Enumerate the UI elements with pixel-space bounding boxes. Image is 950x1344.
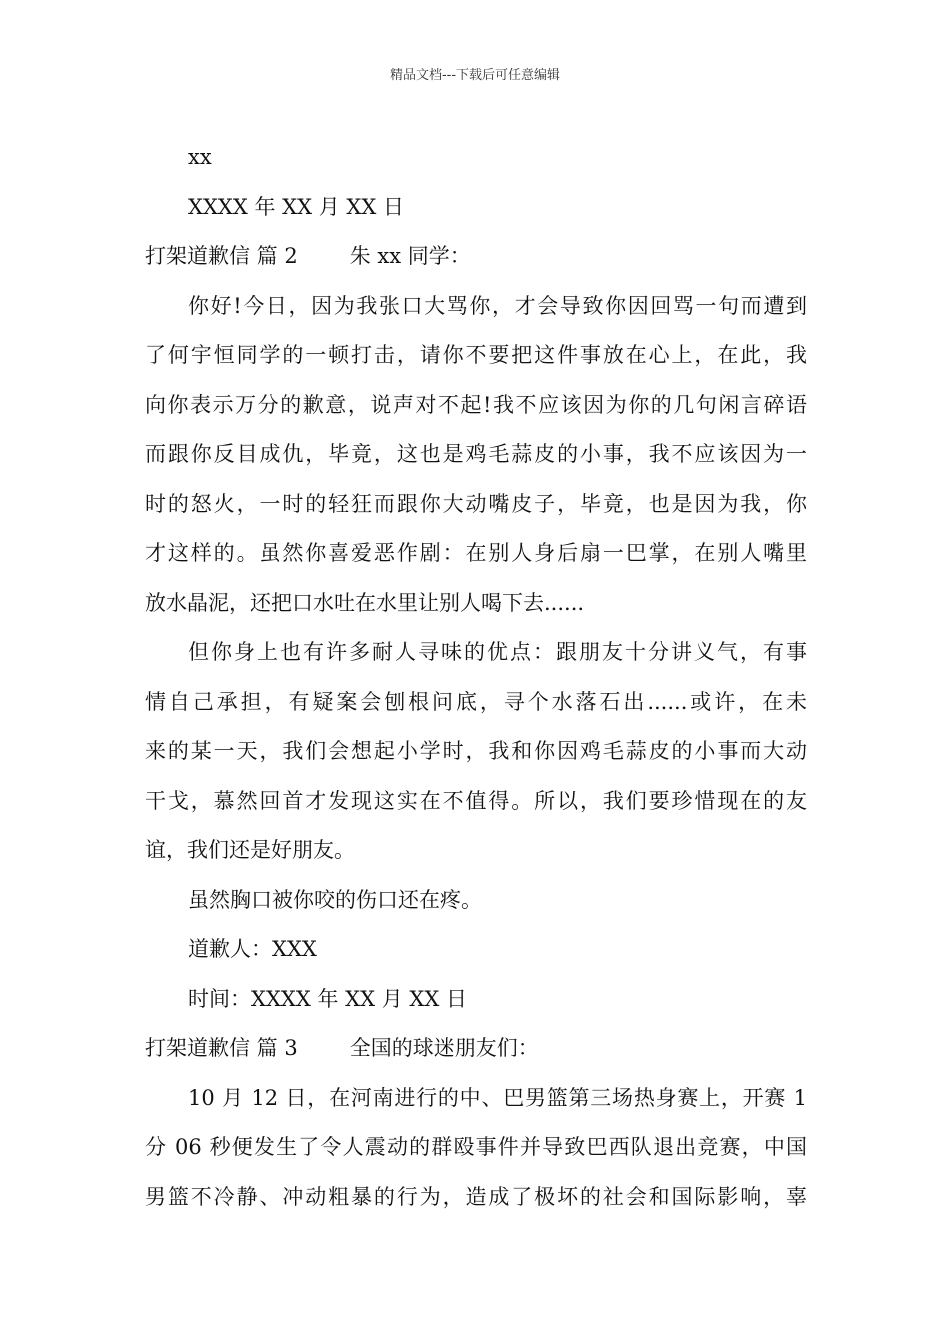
body-line: 时的怒火，一时的轻狂而跟你大动嘴皮子，毕竟，也是因为我，你 xyxy=(145,491,807,516)
section-2-salutation: 朱 xx 同学： xyxy=(349,244,471,268)
body-line: 了何宇恒同学的一顿打击，请你不要把这件事放在心上，在此，我 xyxy=(145,343,807,367)
body-line: 但你身上也有许多耐人寻味的优点：跟朋友十分讲义气，有事 xyxy=(188,640,807,664)
body-line: 10 月 12 日，在河南进行的中、巴男篮第三场热身赛上，开赛 1 xyxy=(188,1085,807,1110)
section-2-title-line xyxy=(145,232,807,282)
apologizer-line: 道歉人：XXX xyxy=(188,937,317,961)
body-line: 干戈，慕然回首才发现这实在不值得。所以，我们要珍惜现在的友 xyxy=(145,788,807,813)
section-3-heading: 打架道歉信 篇 3 xyxy=(145,1036,298,1060)
body-line: 而跟你反目成仇，毕竟，这也是鸡毛蒜皮的小事，我不应该因为一 xyxy=(145,442,807,466)
body-line: 向你表示万分的歉意，说声对不起!我不应该因为你的几句闲言碎语 xyxy=(145,392,807,417)
body-line: 男篮不冷静、冲动粗暴的行为，造成了极坏的社会和国际影响，辜 xyxy=(145,1184,807,1209)
section-3-title-line xyxy=(145,1024,807,1074)
body-line: 分 06 秒便发生了令人震动的群殴事件并导致巴西队退出竞赛，中国 xyxy=(145,1135,807,1159)
document-body xyxy=(145,133,807,1222)
signature-date: XXXX 年 XX 月 XX 日 xyxy=(188,194,404,219)
body-line: 你好!今日，因为我张口大骂你，才会导致你因回骂一句而遭到 xyxy=(188,293,807,318)
section-2-heading: 打架道歉信 篇 2 xyxy=(145,244,298,268)
body-line: 才这样的。虽然你喜爱恶作剧：在别人身后扇一巴掌，在别人嘴里 xyxy=(145,541,807,565)
page-header: 精品文档---下载后可任意编辑 xyxy=(389,68,561,83)
body-line: 虽然胸口被你咬的伤口还在疼。 xyxy=(188,887,482,912)
body-line: 情自己承担，有疑案会刨根问底，寻个水落石出......或许，在未 xyxy=(145,689,807,714)
signature-name: xx xyxy=(188,145,212,169)
time-line: 时间：XXXX 年 XX 月 XX 日 xyxy=(188,986,467,1011)
section-3-salutation: 全国的球迷朋友们： xyxy=(349,1036,539,1060)
body-line: 来的某一天，我们会想起小学时，我和你因鸡毛蒜皮的小事而大动 xyxy=(145,739,807,763)
body-line: 谊，我们还是好朋友。 xyxy=(145,838,355,862)
body-line: 放水晶泥，还把口水吐在水里让别人喝下去...... xyxy=(145,590,585,615)
